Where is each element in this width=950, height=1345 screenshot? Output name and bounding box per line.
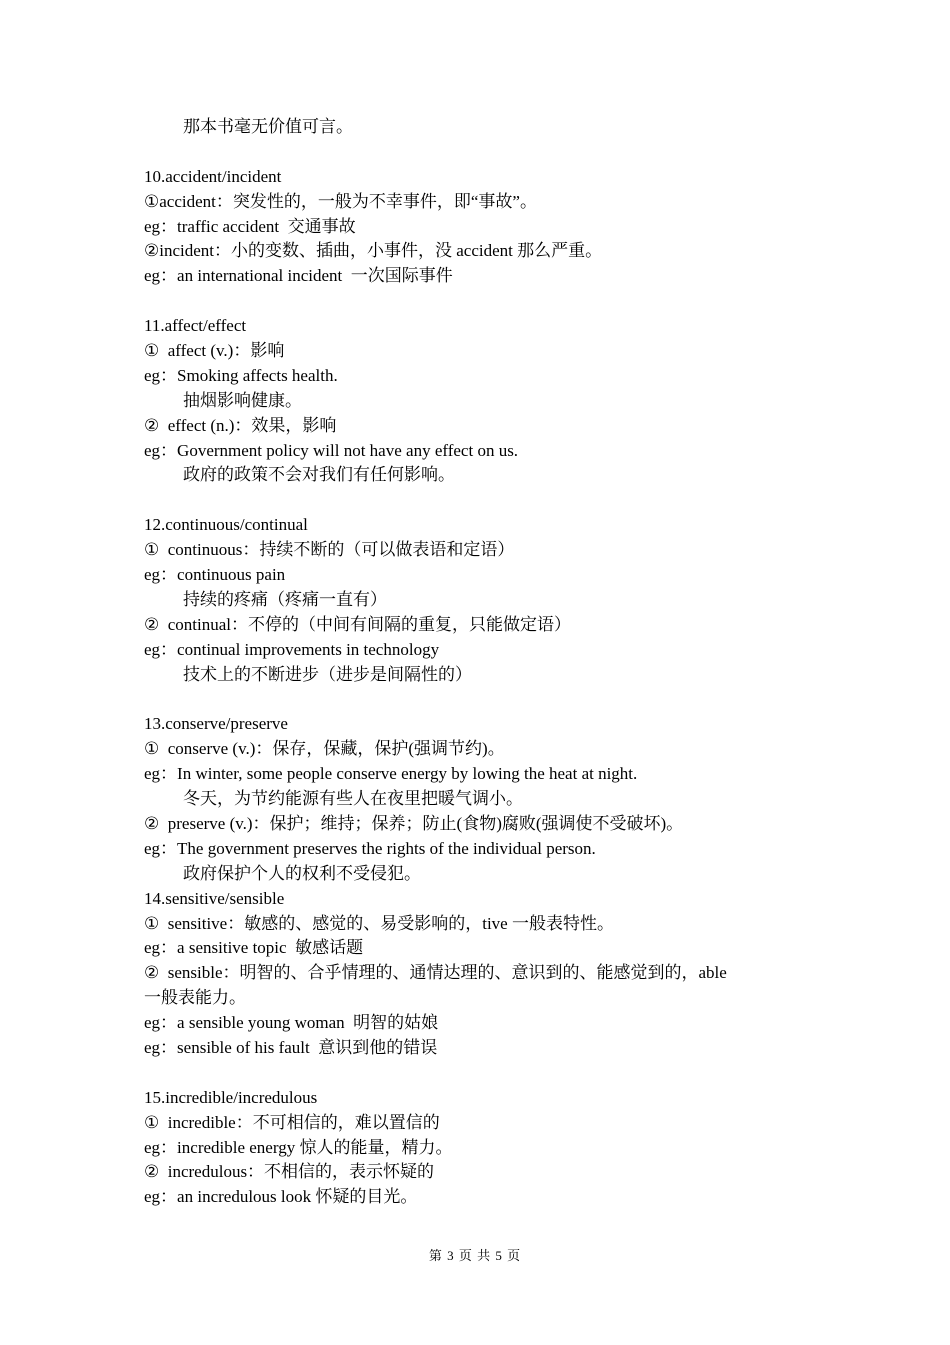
definition-line: ② preserve (v.)：保护；维持；保养；防止(食物)腐败(强调使不受破坏)。 [144,813,684,833]
example-line: eg：a sensible young woman 明智的姑娘 [144,1013,439,1033]
example-line: eg：sensible of his fault 意识到他的错误 [144,1037,438,1057]
example-line: eg：a sensitive topic 敏感话题 [144,938,364,958]
blank-line [144,1061,814,1086]
example-line: eg：In winter, some people conserve energy by lowing the heat at night. [144,764,638,784]
example-translation: 抽烟影响健康。 [183,390,302,410]
definition-continuation: 一般表能力。 [144,988,246,1008]
example-line: eg：The government preserves the rights of the individual person. [144,838,596,858]
definition-line: ① incredible：不可相信的，难以置信的 [144,1112,440,1132]
example-line: eg：Government policy will not have any effect on us. [144,440,519,460]
example-translation: 冬天，为节约能源有些人在夜里把暖气调小。 [183,789,523,809]
example-line: eg：an international incident 一次国际事件 [144,266,453,286]
definition-line: ① conserve (v.)：保存，保藏，保护(强调节约)。 [144,739,505,759]
section-heading-10: 10.accident/incident [144,166,282,186]
example-line: eg：incredible energy 惊人的能量，精力。 [144,1137,453,1157]
definition-line: ② continual：不停的（中间有间隔的重复，只能做定语） [144,614,571,634]
example-translation: 持续的疼痛（疼痛一直有） [183,589,387,609]
example-line: eg：continual improvements in technology [144,639,440,659]
blank-line [144,687,814,712]
definition-line: ②incident：小的变数、插曲，小事件，没 accident 那么严重。 [144,241,603,261]
definition-line: ① continuous：持续不断的（可以做表语和定语） [144,540,515,560]
example-line: eg：an incredulous look 怀疑的目光。 [144,1187,418,1207]
section-heading-15: 15.incredible/incredulous [144,1087,318,1107]
definition-line: ② incredulous：不相信的，表示怀疑的 [144,1162,435,1182]
example-line: eg：Smoking affects health. [144,365,338,385]
section-heading-13: 13.conserve/preserve [144,714,288,734]
example-translation: 那本书毫无价值可言。 [183,117,353,136]
definition-line: ① affect (v.)：影响 [144,341,285,361]
section-heading-14: 14.sensitive/sensible [144,888,285,908]
example-translation: 技术上的不断进步（进步是间隔性的） [183,664,472,684]
definition-line: ① sensitive：敏感的、感觉的、易受影响的，tive 一般表特性。 [144,913,614,933]
section-heading-12: 12.continuous/continual [144,515,308,535]
example-line: eg：traffic accident 交通事故 [144,216,356,236]
blank-line [144,488,814,513]
blank-line [144,140,814,165]
section-heading-11: 11.affect/effect [144,316,247,336]
definition-line: ② effect (n.)：效果，影响 [144,415,337,435]
example-line: eg：continuous pain [144,565,286,585]
page-number-footer: 第 3 页 共 5 页 [428,1248,522,1263]
example-translation: 政府保护个人的权利不受侵犯。 [183,863,421,883]
blank-line [144,289,814,314]
example-translation: 政府的政策不会对我们有任何影响。 [183,465,455,485]
definition-line: ② sensible：明智的、合乎情理的、通情达理的、意识到的、能感觉到的，able [144,963,727,983]
definition-line: ①accident：突发性的，一般为不幸事件，即“事故”。 [144,191,537,211]
page-body [144,115,814,1210]
